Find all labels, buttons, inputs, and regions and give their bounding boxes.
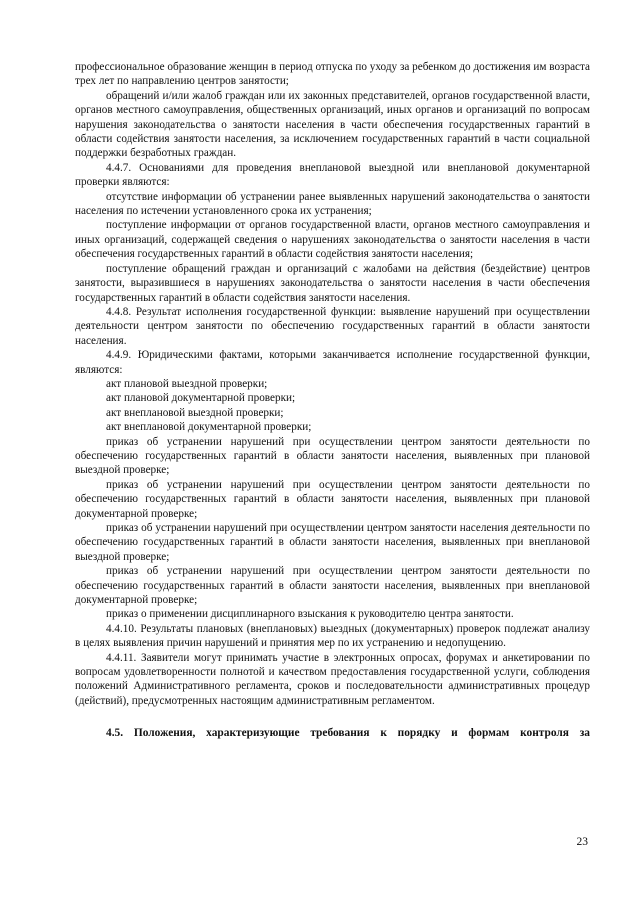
page-number: 23 — [576, 836, 588, 848]
paragraph: акт плановой документарной проверки; — [106, 392, 296, 405]
paragraph: 4.4.7. Основаниями для проведения внеплановой выездной или внеплановой документарной проверки являются: — [75, 161, 590, 189]
paragraph: приказ об устранении нарушений при осуществлении центром занятости населения деятельности по обеспечению государственных гарантий в области занятости населения, выявленных при внеплановой выездной проверке; — [75, 522, 590, 563]
paragraph: 4.4.9. Юридическими фактами, которыми заканчивается исполнение государственной функции, являются: — [75, 349, 590, 376]
paragraph: акт внеплановой выездной проверки; — [106, 406, 284, 419]
section-heading: 4.5. Положения, характеризующие требования к порядку и формам контроля за — [106, 727, 590, 740]
paragraph: акт внеплановой документарной проверки; — [106, 421, 312, 434]
paragraph: приказ об устранении нарушений при осуществлении центром занятости деятельности по обеспечению государственных гарантий в области занятости населения, выявленных при внеплановой документарной проверке; — [75, 565, 590, 607]
document-page — [75, 60, 590, 741]
body-text — [75, 60, 590, 708]
paragraph: приказ об устранении нарушений при осуществлении центром занятости деятельности по обеспечению государственных гарантий в области занятости населения, выявленных при плановой выездной проверке; — [75, 435, 590, 477]
paragraph: профессиональное образование женщин в период отпуска по уходу за ребенком до достижения им возраста трех лет по направлению центров занятости; — [75, 61, 590, 88]
paragraph: поступление обращений граждан и организаций с жалобами на действия (бездействие) центров занятости, выразившиеся в нарушениях законодательства о занятости населения в части обеспечения государственных гарантий в области содействия занятости населения. — [75, 262, 590, 304]
paragraph: приказ об устранении нарушений при осуществлении центром занятости деятельности по обеспечению государственных гарантий в области занятости населения, выявленных при плановой документарной проверке; — [75, 478, 590, 520]
paragraph: поступление информации от органов государственной власти, органов местного самоуправления и иных организаций, содержащей сведения о нарушениях законодательства о занятости населения в части обеспечения государственных гарантий в области содействия занятости населения; — [75, 219, 590, 261]
paragraph: обращений и/или жалоб граждан или их законных представителей, органов государственной власти, органов местного самоуправления, общественных организаций, иных органов и организаций по вопросам нарушения законодательства о занятости населения в части обеспечения государственных гарантий в области содействия занятости населения, за исключением государственных гарантий в части социальной поддержки безработных граждан. — [75, 89, 590, 160]
paragraph: акт плановой выездной проверки; — [106, 377, 268, 390]
paragraph: 4.4.11. Заявители могут принимать участие в электронных опросах, форумах и анкетировании по вопросам удовлетворенности полнотой и качеством предоставления государственной услуги, соблюдения положений Административного регламента, сроков и последовательности административных процедур (действий), предусмотренных настоящим административным регламентом. — [75, 651, 590, 707]
paragraph: отсутствие информации об устранении ранее выявленных нарушений законодательства о занятости населения по истечении установленного срока их устранения; — [75, 190, 590, 218]
paragraph: 4.4.8. Результат исполнения государственной функции: выявление нарушений при осуществлении деятельности центром занятости по обеспечению государственных гарантий в области занятости населения. — [75, 305, 590, 347]
paragraph: 4.4.10. Результаты плановых (внеплановых) выездных (документарных) проверок подлежат анализу в целях выявления причин нарушений и принятия мер по их устранению и недопущению. — [75, 622, 590, 650]
paragraph: приказ о применении дисциплинарного взыскания к руководителю центра занятости. — [106, 608, 514, 621]
